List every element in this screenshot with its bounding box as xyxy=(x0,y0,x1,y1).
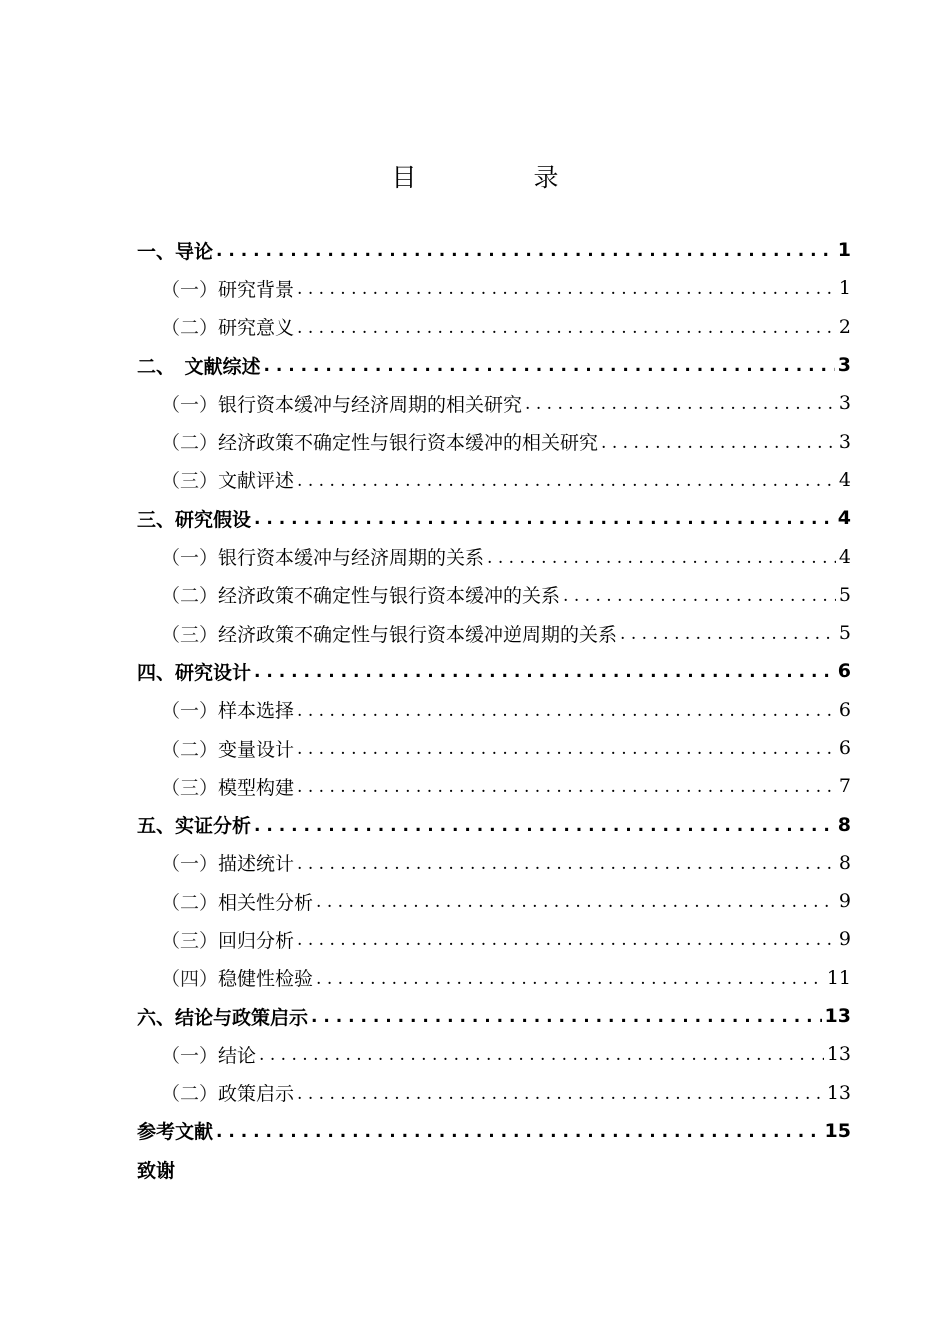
toc-entry-label: 四、研究设计 xyxy=(137,661,252,684)
toc-dot-leader xyxy=(297,739,836,759)
toc-chapter-entry[interactable] xyxy=(137,499,851,537)
toc-section-entry[interactable] xyxy=(137,1035,851,1073)
toc-section-entry[interactable] xyxy=(137,920,851,958)
toc-entry-label: 文献评述 xyxy=(218,470,295,493)
toc-section-entry[interactable] xyxy=(137,576,851,614)
toc-entry-label: 稳健性检验 xyxy=(218,968,314,991)
toc-page-number: 1 xyxy=(837,239,851,262)
table-of-contents xyxy=(137,231,851,1188)
toc-page-number: 13 xyxy=(826,1043,851,1066)
toc-page-number: 13 xyxy=(824,1005,851,1028)
toc-entry-label: 模型构建 xyxy=(218,776,295,799)
toc-section-entry[interactable] xyxy=(137,614,851,652)
toc-page-number: 3 xyxy=(838,392,851,415)
page-title: 目 录 xyxy=(391,163,605,192)
toc-page-number: 13 xyxy=(826,1081,851,1104)
toc-entry-label: 经济政策不确定性与银行资本缓冲的相关研究 xyxy=(218,432,599,455)
toc-entry-label: 五、实证分析 xyxy=(137,815,252,838)
toc-dot-leader xyxy=(601,433,836,453)
toc-dot-leader xyxy=(254,662,835,682)
toc-section-entry[interactable] xyxy=(137,537,851,575)
toc-page-number: 9 xyxy=(838,928,851,951)
toc-entry-number: （一） xyxy=(161,853,219,876)
toc-section-entry[interactable] xyxy=(137,1074,851,1112)
toc-entry-label: 回归分析 xyxy=(218,929,295,952)
toc-dot-leader xyxy=(297,854,836,874)
toc-entry-number: （三） xyxy=(161,623,219,646)
toc-entry-label: 一、导论 xyxy=(137,240,214,263)
toc-dot-leader xyxy=(297,471,836,491)
toc-section-entry[interactable] xyxy=(137,959,851,997)
toc-dot-leader xyxy=(297,777,836,797)
toc-entry-number: （三） xyxy=(161,929,219,952)
toc-entry-number: （二） xyxy=(161,432,219,455)
toc-dot-leader xyxy=(297,930,836,950)
toc-dot-leader xyxy=(259,1045,824,1065)
toc-entry-label: 经济政策不确定性与银行资本缓冲的关系 xyxy=(218,585,561,608)
toc-page-number: 5 xyxy=(838,622,851,645)
toc-entry-number: （四） xyxy=(161,968,219,991)
toc-dot-leader xyxy=(525,394,836,414)
toc-entry-label: 结论 xyxy=(218,1044,257,1067)
toc-entry-label: 变量设计 xyxy=(218,738,295,761)
toc-entry-number: （二） xyxy=(161,1083,219,1106)
toc-page-number: 4 xyxy=(838,468,851,491)
toc-entry-label: 银行资本缓冲与经济周期的相关研究 xyxy=(218,393,523,416)
toc-section-entry[interactable] xyxy=(137,882,851,920)
toc-dot-leader xyxy=(216,241,835,261)
toc-entry-number: （一） xyxy=(161,278,219,301)
toc-entry-number: （二） xyxy=(161,738,219,761)
toc-dot-leader xyxy=(254,816,835,836)
toc-page-number: 4 xyxy=(838,545,851,568)
toc-chapter-entry[interactable] xyxy=(137,652,851,690)
toc-dot-leader xyxy=(620,624,836,644)
toc-entry-label: 政策启示 xyxy=(218,1083,295,1106)
toc-page-number: 7 xyxy=(838,775,851,798)
toc-page-number: 3 xyxy=(838,430,851,453)
toc-dot-leader xyxy=(297,701,836,721)
toc-entry-label: 致谢 xyxy=(137,1159,176,1182)
toc-page-number: 6 xyxy=(837,660,851,683)
toc-chapter-entry[interactable] xyxy=(137,805,851,843)
toc-entry-label: 相关性分析 xyxy=(218,891,314,914)
toc-chapter-entry[interactable] xyxy=(137,1112,851,1150)
toc-section-entry[interactable] xyxy=(137,767,851,805)
toc-chapter-entry[interactable] xyxy=(137,1150,851,1188)
toc-page-number: 8 xyxy=(837,813,851,836)
toc-entry-label: 参考文献 xyxy=(137,1121,214,1144)
toc-dot-leader xyxy=(254,509,835,529)
toc-entry-label: 经济政策不确定性与银行资本缓冲逆周期的关系 xyxy=(218,623,618,646)
toc-chapter-entry[interactable] xyxy=(137,997,851,1035)
toc-chapter-entry[interactable] xyxy=(137,346,851,384)
toc-entry-label: 六、结论与政策启示 xyxy=(137,1006,309,1029)
toc-entry-number: （一） xyxy=(161,393,219,416)
toc-section-entry[interactable] xyxy=(137,422,851,460)
toc-entry-label: 描述统计 xyxy=(218,853,295,876)
toc-entry-number: （一） xyxy=(161,700,219,723)
toc-entry-number: （三） xyxy=(161,470,219,493)
toc-dot-leader xyxy=(297,279,836,299)
toc-section-entry[interactable] xyxy=(137,729,851,767)
toc-section-entry[interactable] xyxy=(137,844,851,882)
toc-dot-leader xyxy=(297,318,836,338)
toc-page-number: 11 xyxy=(826,966,851,989)
toc-section-entry[interactable] xyxy=(137,308,851,346)
toc-dot-leader xyxy=(216,1122,822,1142)
toc-entry-label: 银行资本缓冲与经济周期的关系 xyxy=(218,547,485,570)
toc-entry-number: （一） xyxy=(161,547,219,570)
toc-entry-label: 样本选择 xyxy=(218,700,295,723)
toc-dot-leader xyxy=(487,548,836,568)
toc-entry-number: （二） xyxy=(161,317,219,340)
toc-page-number: 3 xyxy=(837,354,851,377)
toc-entry-label: 研究意义 xyxy=(218,317,295,340)
toc-section-entry[interactable] xyxy=(137,461,851,499)
toc-entry-number: （二） xyxy=(161,585,219,608)
toc-entry-label: 研究背景 xyxy=(218,278,295,301)
toc-entry-label: 三、研究假设 xyxy=(137,508,252,531)
toc-entry-label: 二、 文献综述 xyxy=(137,355,261,378)
toc-page-number: 9 xyxy=(838,890,851,913)
toc-entry-number: （三） xyxy=(161,776,219,799)
toc-page-number: 1 xyxy=(838,277,851,300)
toc-entry-number: （一） xyxy=(161,1044,219,1067)
toc-dot-leader xyxy=(563,586,836,606)
toc-dot-leader xyxy=(297,1084,824,1104)
toc-page-number: 5 xyxy=(838,583,851,606)
toc-page-number: 8 xyxy=(838,851,851,874)
toc-page-number: 4 xyxy=(837,507,851,530)
toc-page-number: 2 xyxy=(838,315,851,338)
toc-page-number: 6 xyxy=(838,737,851,759)
toc-page-number: 15 xyxy=(824,1119,851,1142)
toc-chapter-entry[interactable] xyxy=(137,231,851,269)
toc-section-entry[interactable] xyxy=(137,691,851,729)
toc-dot-leader xyxy=(311,1007,822,1027)
toc-page-number: 6 xyxy=(838,698,851,721)
toc-dot-leader xyxy=(264,356,835,376)
toc-dot-leader xyxy=(316,892,836,912)
toc-section-entry[interactable] xyxy=(137,269,851,307)
toc-entry-number: （二） xyxy=(161,891,219,914)
toc-dot-leader xyxy=(316,969,824,989)
toc-section-entry[interactable] xyxy=(137,384,851,422)
